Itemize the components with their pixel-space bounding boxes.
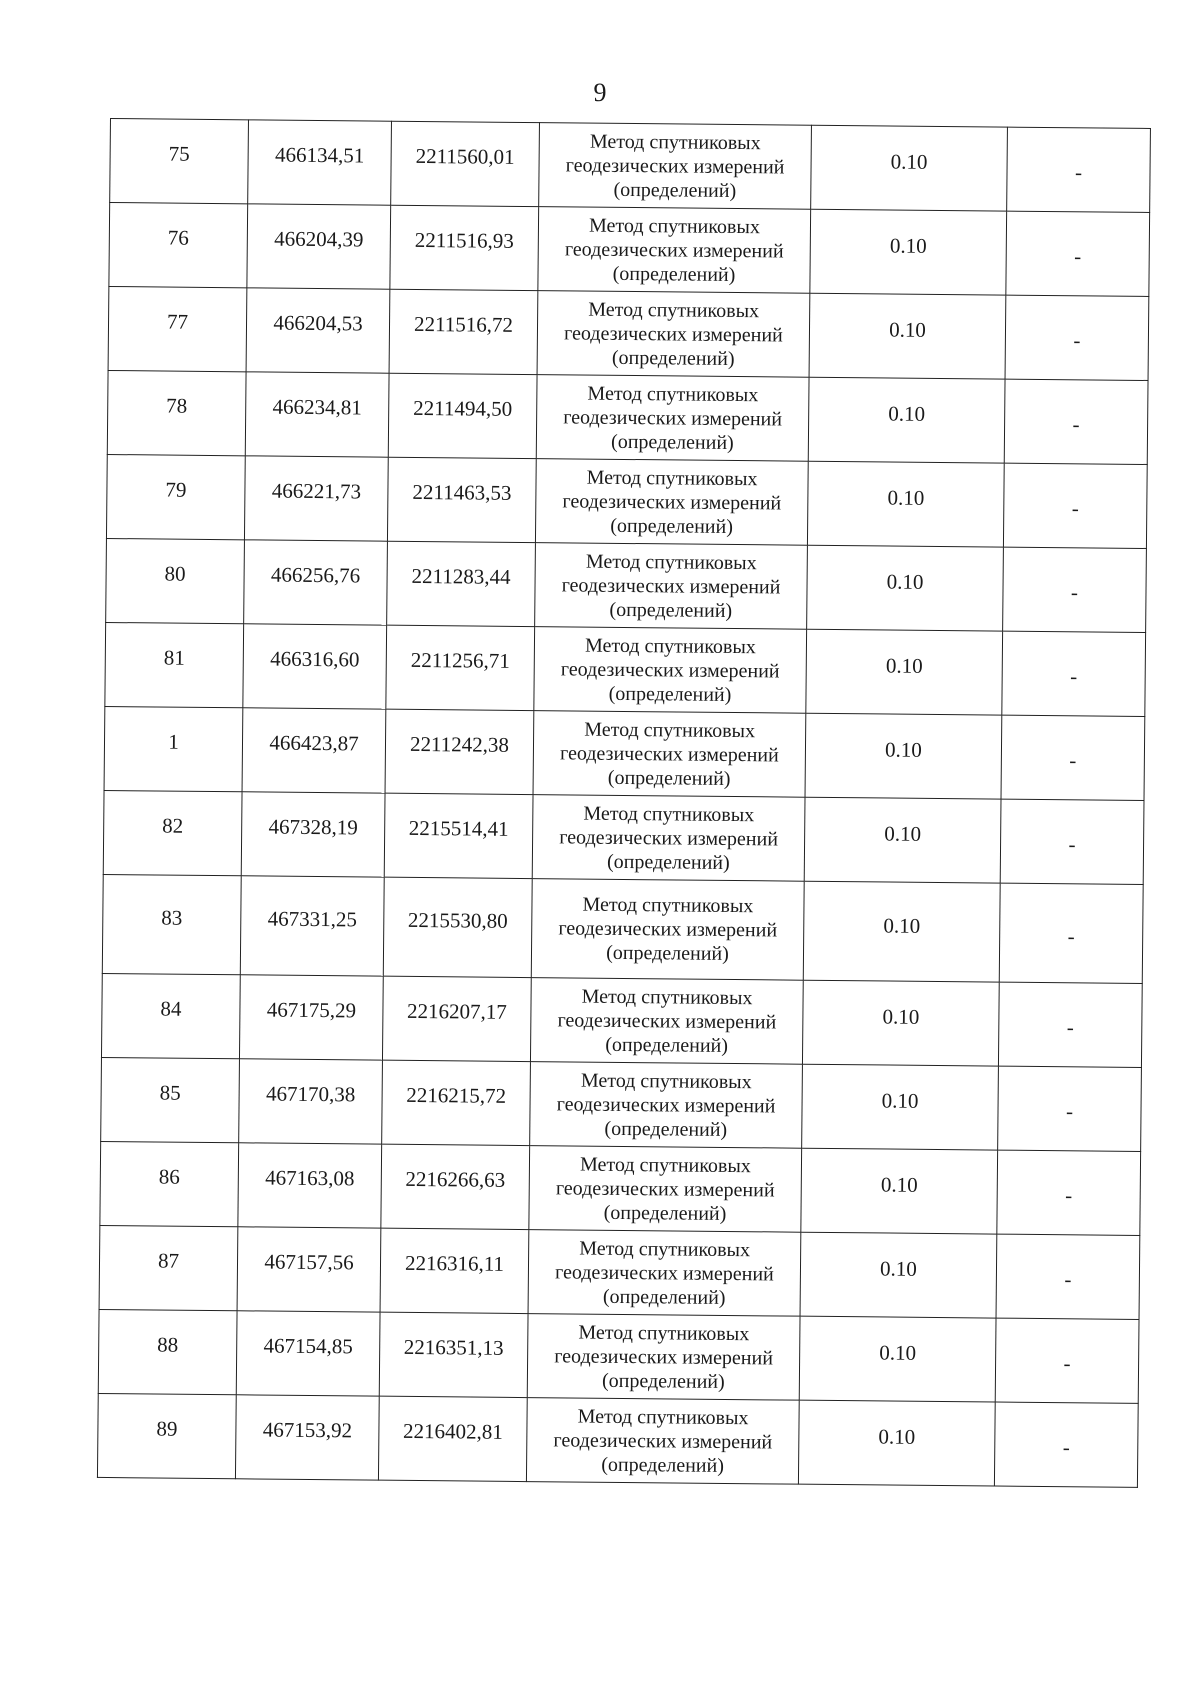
x-coordinate-cell: 467170,38 (239, 1059, 383, 1144)
y-coordinate-cell: 2211463,53 (387, 457, 536, 542)
method-line: Метод спутниковых (588, 298, 760, 322)
method-line: (определений) (601, 1369, 725, 1393)
method-line: (определений) (604, 1117, 728, 1141)
method-line: Метод спутниковых (581, 985, 753, 1009)
point-number-cell: 85 (101, 1057, 240, 1142)
note-cell: - (996, 1234, 1140, 1319)
method-line: геодезических измерений (562, 489, 782, 514)
note-cell: - (998, 982, 1142, 1067)
note-cell: - (999, 883, 1143, 983)
point-number-cell: 83 (102, 874, 241, 974)
y-coordinate-cell: 2216351,13 (379, 1312, 528, 1397)
method-line: (определений) (610, 430, 734, 454)
table-row (110, 119, 1151, 213)
method-line: геодезических измерений (563, 405, 783, 430)
accuracy-cell: 0.10 (799, 1316, 996, 1402)
method-line: геодезических измерений (554, 1344, 774, 1369)
table-row (106, 454, 1147, 548)
method-cell (530, 1062, 803, 1149)
method-cell (532, 795, 805, 882)
method-cell (533, 711, 806, 798)
table-row (106, 538, 1147, 632)
method-line: (определений) (611, 346, 735, 370)
table-row (100, 1141, 1141, 1235)
method-cell (528, 1230, 801, 1317)
method-line: (определений) (602, 1285, 726, 1309)
method-line: геодезических измерений (559, 741, 779, 766)
x-coordinate-cell: 466204,53 (246, 288, 390, 373)
note-cell: - (1002, 631, 1146, 716)
method-cell (531, 879, 804, 981)
method-line: (определений) (606, 941, 729, 965)
accuracy-cell: 0.10 (805, 713, 1002, 799)
method-line: (определений) (613, 178, 737, 202)
method-line: Метод спутниковых (580, 1069, 752, 1093)
y-coordinate-cell: 2211516,72 (389, 289, 538, 374)
method-line: Метод спутниковых (589, 130, 761, 154)
accuracy-cell: 0.10 (811, 125, 1008, 211)
method-line: Метод спутниковых (584, 634, 756, 658)
y-coordinate-cell: 2216266,63 (381, 1144, 530, 1229)
method-line: геодезических измерений (558, 917, 778, 942)
table-row (102, 874, 1143, 983)
y-coordinate-cell: 2216215,72 (382, 1060, 531, 1145)
method-line: Метод спутниковых (588, 214, 760, 238)
point-number-cell: 79 (106, 454, 245, 539)
note-cell: - (1003, 547, 1147, 632)
y-coordinate-cell: 2211494,50 (388, 373, 537, 458)
accuracy-cell: 0.10 (801, 1148, 998, 1234)
table-row (98, 1309, 1139, 1403)
note-cell: - (1007, 127, 1151, 212)
table-row (101, 1057, 1142, 1151)
method-line: геодезических измерений (564, 237, 784, 262)
x-coordinate-cell: 466423,87 (242, 708, 386, 793)
table-row (97, 1393, 1138, 1487)
method-line: (определений) (612, 262, 736, 286)
note-cell: - (1005, 295, 1149, 380)
table-row (105, 622, 1146, 716)
note-cell: - (1000, 799, 1144, 884)
method-line: геодезических измерений (553, 1428, 773, 1453)
note-cell: - (994, 1402, 1138, 1487)
method-cell (539, 123, 812, 210)
accuracy-cell: 0.10 (802, 980, 999, 1066)
note-cell: - (998, 1066, 1142, 1151)
x-coordinate-cell: 466234,81 (245, 372, 389, 457)
y-coordinate-cell: 2215514,41 (384, 793, 533, 878)
method-cell (535, 543, 808, 630)
method-line: Метод спутниковых (579, 1153, 751, 1177)
point-number-cell: 81 (105, 622, 244, 707)
x-coordinate-cell: 466256,76 (244, 540, 388, 625)
accuracy-cell: 0.10 (809, 293, 1006, 379)
coordinates-table-body (97, 119, 1150, 1488)
method-line: геодезических измерений (559, 825, 779, 850)
method-line: (определений) (603, 1201, 727, 1225)
method-cell (530, 978, 803, 1065)
method-line: геодезических измерений (555, 1176, 775, 1201)
table-row (99, 1225, 1140, 1319)
method-cell (535, 459, 808, 546)
method-cell (536, 375, 809, 462)
note-cell: - (1004, 379, 1148, 464)
note-cell: - (1006, 211, 1150, 296)
method-line: Метод спутниковых (579, 1237, 751, 1261)
method-line: Метод спутниковых (578, 1321, 750, 1345)
method-line: геодезических измерений (563, 321, 783, 346)
accuracy-cell: 0.10 (806, 629, 1003, 715)
x-coordinate-cell: 467153,92 (235, 1395, 379, 1480)
note-cell: - (1003, 463, 1147, 548)
y-coordinate-cell: 2216316,11 (380, 1228, 529, 1313)
x-coordinate-cell: 467154,85 (236, 1311, 380, 1396)
method-line: (определений) (609, 598, 733, 622)
method-line: геодезических измерений (561, 573, 781, 598)
y-coordinate-cell: 2216402,81 (378, 1396, 527, 1481)
note-cell: - (1001, 715, 1145, 800)
x-coordinate-cell: 466134,51 (248, 120, 392, 205)
coordinates-table (97, 118, 1151, 1488)
y-coordinate-cell: 2211242,38 (385, 709, 534, 794)
table-row (108, 286, 1149, 380)
method-line: (определений) (601, 1453, 725, 1477)
page-number: 9 (593, 78, 607, 107)
x-coordinate-cell: 467157,56 (237, 1227, 381, 1312)
method-line: (определений) (605, 1033, 729, 1057)
method-line: Метод спутниковых (583, 802, 755, 826)
point-number-cell: 80 (106, 538, 245, 623)
table-row (109, 203, 1150, 297)
y-coordinate-cell: 2211516,93 (390, 205, 539, 290)
method-line: Метод спутниковых (582, 893, 754, 918)
table-row (101, 973, 1142, 1067)
method-cell (527, 1314, 800, 1401)
point-number-cell: 84 (101, 973, 240, 1058)
y-coordinate-cell: 2211256,71 (386, 625, 535, 710)
point-number-cell: 82 (103, 790, 242, 875)
method-cell (537, 291, 810, 378)
x-coordinate-cell: 467175,29 (239, 975, 383, 1060)
x-coordinate-cell: 467331,25 (240, 876, 384, 976)
x-coordinate-cell: 466204,39 (247, 204, 391, 289)
accuracy-cell: 0.10 (804, 797, 1001, 883)
x-coordinate-cell: 466316,60 (243, 624, 387, 709)
method-line: Метод спутниковых (586, 466, 758, 490)
note-cell: - (995, 1318, 1139, 1403)
point-number-cell: 87 (99, 1225, 238, 1310)
method-line: Метод спутниковых (577, 1405, 749, 1429)
method-line: Метод спутниковых (584, 718, 756, 742)
x-coordinate-cell: 467163,08 (238, 1143, 382, 1228)
table-row (103, 790, 1144, 884)
point-number-cell: 86 (100, 1141, 239, 1226)
point-number-cell: 89 (97, 1393, 236, 1478)
point-number-cell: 88 (98, 1309, 237, 1394)
point-number-cell: 78 (107, 370, 246, 455)
method-cell (529, 1146, 802, 1233)
method-line: геодезических измерений (565, 153, 785, 178)
accuracy-cell: 0.10 (807, 461, 1004, 547)
method-line: (определений) (606, 850, 730, 874)
x-coordinate-cell: 467328,19 (241, 792, 385, 877)
accuracy-cell: 0.10 (808, 377, 1005, 463)
accuracy-cell: 0.10 (807, 545, 1004, 631)
method-cell (526, 1398, 799, 1485)
point-number-cell: 77 (108, 286, 247, 371)
accuracy-cell: 0.10 (802, 1064, 999, 1150)
point-number-cell: 76 (109, 203, 248, 288)
method-line: Метод спутниковых (587, 382, 759, 406)
method-line: геодезических измерений (556, 1092, 776, 1117)
table-row (107, 370, 1148, 464)
method-cell (534, 627, 807, 714)
table-row (104, 706, 1145, 800)
method-line: геодезических измерений (554, 1260, 774, 1285)
method-line: (определений) (607, 766, 731, 790)
method-cell (538, 207, 811, 294)
y-coordinate-cell: 2215530,80 (383, 877, 532, 977)
y-coordinate-cell: 2211560,01 (391, 121, 540, 206)
x-coordinate-cell: 466221,73 (244, 456, 388, 541)
accuracy-cell: 0.10 (803, 881, 1000, 982)
method-line: геодезических измерений (560, 657, 780, 682)
accuracy-cell: 0.10 (810, 209, 1007, 295)
method-line: (определений) (608, 682, 732, 706)
y-coordinate-cell: 2211283,44 (387, 541, 536, 626)
method-line: геодезических измерений (557, 1008, 777, 1033)
point-number-cell: 75 (110, 119, 249, 204)
note-cell: - (997, 1150, 1141, 1235)
accuracy-cell: 0.10 (800, 1232, 997, 1318)
point-number-cell: 1 (104, 706, 243, 791)
y-coordinate-cell: 2216207,17 (382, 976, 531, 1061)
method-line: Метод спутниковых (585, 550, 757, 574)
accuracy-cell: 0.10 (798, 1400, 995, 1486)
method-line: (определений) (610, 514, 734, 538)
